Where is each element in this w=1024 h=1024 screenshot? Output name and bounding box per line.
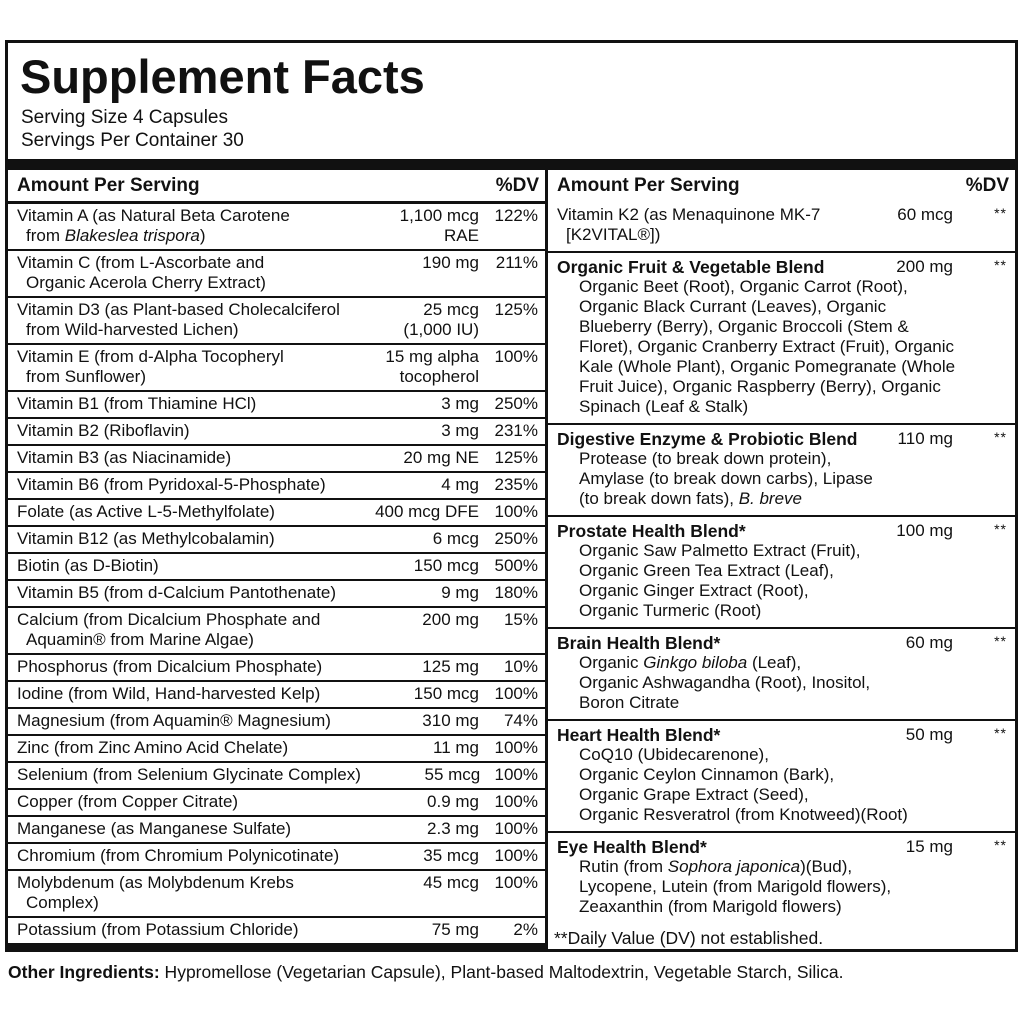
blend-row-header	[557, 633, 1009, 653]
nutrient-dv: 100%	[494, 819, 538, 839]
blend-ingredient-line: Organic Grape Extract (Seed),	[579, 785, 809, 804]
dv-not-established-marker: **	[994, 633, 1007, 649]
blend-name	[557, 521, 865, 541]
blend-rows	[548, 201, 1015, 923]
species-name: B. breve	[738, 489, 802, 508]
nutrient-name	[8, 684, 357, 704]
amount-line: 310 mg	[422, 711, 479, 731]
nutrient-name-line2: from Blakeslea trispora)	[26, 226, 206, 246]
nutrient-dv: 100%	[494, 873, 538, 893]
nutrient-name-line1: Folate (as Active L-5-Methylfolate)	[17, 502, 275, 522]
nutrient-amount	[357, 421, 479, 441]
amount-line: 125 mg	[422, 657, 479, 677]
nutrient-name-line1: Copper (from Copper Citrate)	[17, 792, 239, 812]
dv-not-established-marker: **	[994, 205, 1007, 221]
nutrient-amount	[357, 475, 479, 495]
blend-ingredient-line: Spinach (Leaf & Stalk)	[579, 397, 749, 416]
nutrient-dv: 100%	[494, 347, 538, 367]
nutrient-name-line1: Vitamin B1 (from Thiamine HCl)	[17, 394, 257, 414]
nutrient-amount	[357, 657, 479, 677]
blend-dv	[953, 257, 1009, 277]
dv-header: %DV	[495, 175, 539, 196]
nutrient-dv: 74%	[503, 711, 538, 731]
nutrient-dv: 10%	[503, 657, 538, 677]
blend-ingredients	[557, 541, 1009, 621]
amount-line: 0.9 mg	[427, 792, 479, 812]
nutrient-dv: 100%	[494, 684, 538, 704]
nutrient-amount	[357, 502, 479, 522]
nutrient-row	[8, 525, 545, 552]
blend-dv	[953, 725, 1009, 745]
nutrient-name-line1: Vitamin B5 (from d-Calcium Pantothenate)	[17, 583, 337, 603]
nutrient-name-line1: Calcium (from Dicalcium Phosphate and	[17, 610, 321, 630]
blend-name	[557, 205, 865, 245]
blend-name-line1: Organic Fruit & Vegetable Blend	[557, 257, 825, 277]
amount-line: RAE	[444, 226, 479, 246]
nutrient-name-line1: Manganese (as Manganese Sulfate)	[17, 819, 292, 839]
other-ingredients-text: Hypromellose (Vegetarian Capsule), Plant-based Maltodextrin, Vegetable Starch, Silica.	[159, 962, 844, 982]
nutrient-row	[8, 788, 545, 815]
nutrient-amount	[357, 684, 479, 704]
nutrient-dv: 180%	[494, 583, 538, 603]
blend-ingredient-line: Organic Black Currant (Leaves), Organic	[579, 297, 887, 316]
amount-line: 150 mcg	[413, 684, 479, 704]
blend-ingredient-line: Protease (to break down protein),	[579, 449, 832, 468]
blend-row	[548, 423, 1015, 515]
amount-line: (1,000 IU)	[403, 320, 479, 340]
nutrient-dv: 500%	[494, 556, 538, 576]
blend-name-line1: Digestive Enzyme & Probiotic Blend	[557, 429, 858, 449]
dv-header: %DV	[965, 175, 1009, 196]
blend-ingredient-line: Boron Citrate	[579, 693, 680, 712]
nutrient-name	[8, 253, 357, 293]
blend-ingredient-line: Organic Ginger Extract (Root),	[579, 581, 809, 600]
nutrient-amount	[357, 448, 479, 468]
nutrient-name-line1: Magnesium (from Aquamin® Magnesium)	[17, 711, 331, 731]
nutrient-name-line1: Vitamin A (as Natural Beta Carotene	[17, 206, 290, 226]
thick-divider-bar	[8, 159, 1015, 170]
nutrient-amount	[357, 610, 479, 650]
blend-ingredient-line: Organic Green Tea Extract (Leaf),	[579, 561, 834, 580]
amount-line: 35 mcg	[423, 846, 479, 866]
nutrient-amount	[357, 394, 479, 414]
nutrient-amount	[357, 920, 479, 940]
amount-line: 200 mg	[422, 610, 479, 630]
blend-dv	[953, 429, 1009, 449]
nutrient-name-line1: Zinc (from Zinc Amino Acid Chelate)	[17, 738, 289, 758]
amount-line: 3 mg	[441, 394, 479, 414]
supplement-facts-panel	[5, 40, 1018, 952]
blend-name	[557, 837, 865, 857]
nutrient-name-line1: Potassium (from Potassium Chloride)	[17, 920, 299, 940]
nutrient-amount	[357, 253, 479, 293]
nutrient-row	[8, 579, 545, 606]
blend-ingredient-line: Floret), Organic Cranberry Extract (Fruit), Organic	[579, 337, 955, 356]
nutrient-row	[8, 390, 545, 417]
nutrient-name	[8, 475, 357, 495]
amount-line: 150 mcg	[413, 556, 479, 576]
nutrient-name	[8, 448, 357, 468]
blend-name-line1: Vitamin K2 (as Menaquinone MK-7	[557, 205, 821, 224]
nutrient-row	[8, 444, 545, 471]
blend-ingredients	[557, 277, 1009, 417]
dv-not-established-marker: **	[994, 521, 1007, 537]
blend-row	[548, 627, 1015, 719]
nutrient-name	[8, 583, 357, 603]
nutrient-name-line1: Biotin (as D-Biotin)	[17, 556, 159, 576]
nutrient-row	[8, 296, 545, 343]
amount-line: 15 mg alpha	[385, 347, 479, 367]
amount-line: 400 mcg DFE	[375, 502, 479, 522]
blend-row-header	[557, 837, 1009, 857]
blend-ingredient-line: Organic Beet (Root), Organic Carrot (Root),	[579, 277, 908, 296]
nutrient-dv: 100%	[494, 765, 538, 785]
blend-name-line1: Heart Health Blend*	[557, 725, 721, 745]
nutrient-amount	[357, 711, 479, 731]
nutrient-name-line1: Vitamin B3 (as Niacinamide)	[17, 448, 232, 468]
nutrient-row	[8, 498, 545, 525]
nutrient-row	[8, 761, 545, 788]
dv-not-established-marker: **	[994, 837, 1007, 853]
nutrient-dv: 231%	[494, 421, 538, 441]
blend-ingredient-line: Lycopene, Lutein (from Marigold flowers),	[579, 877, 892, 896]
blend-ingredients	[557, 653, 1009, 713]
blend-row	[548, 251, 1015, 423]
nutrient-amount	[357, 819, 479, 839]
nutrient-dv: 125%	[494, 448, 538, 468]
nutrient-dv: 2%	[513, 920, 538, 940]
nutrient-dv: 125%	[494, 300, 538, 320]
blend-ingredient-line: Organic Turmeric (Root)	[579, 601, 762, 620]
nutrient-amount	[361, 765, 480, 785]
amount-per-serving-header: Amount Per Serving	[17, 175, 200, 196]
species-name: Ginkgo biloba	[643, 653, 748, 672]
nutrient-dv: 122%	[494, 206, 538, 226]
amount-line: 20 mg NE	[403, 448, 479, 468]
blend-amount: 200 mg	[896, 257, 953, 276]
blend-name	[557, 725, 865, 745]
amount-line: 4 mg	[441, 475, 479, 495]
blend-name	[557, 429, 865, 449]
amount-line: tocopherol	[399, 367, 479, 387]
nutrient-row	[8, 471, 545, 498]
amount-line: 190 mg	[422, 253, 479, 273]
left-column	[8, 170, 545, 949]
nutrient-name	[8, 846, 357, 866]
nutrient-amount	[357, 529, 479, 549]
blend-ingredient-line: (to break down fats), B. breve	[579, 489, 802, 508]
nutrient-name-line1: Iodine (from Wild, Hand-harvested Kelp)	[17, 684, 321, 704]
blend-row-header	[557, 257, 1009, 277]
nutrient-name	[8, 792, 357, 812]
nutrient-dv: 250%	[494, 529, 538, 549]
nutrient-name-line1: Phosphorus (from Dicalcium Phosphate)	[17, 657, 323, 677]
blend-name-line1: Eye Health Blend*	[557, 837, 707, 857]
blend-row	[548, 719, 1015, 831]
nutrient-name	[8, 556, 357, 576]
nutrient-row	[8, 680, 545, 707]
blend-row-header	[557, 725, 1009, 745]
amount-line: 3 mg	[441, 421, 479, 441]
nutrient-amount	[357, 300, 479, 340]
nutrient-row	[8, 343, 545, 390]
nutrient-name	[8, 502, 357, 522]
right-column-header	[548, 170, 1015, 201]
blend-ingredient-line: Organic Ginkgo biloba (Leaf),	[579, 653, 802, 672]
blend-name	[557, 633, 865, 653]
nutrient-name-line1: Vitamin B2 (Riboflavin)	[17, 421, 190, 441]
nutrient-row	[8, 842, 545, 869]
nutrient-name-line1: Vitamin D3 (as Plant-based Cholecalciferol	[17, 300, 340, 320]
amount-line: 1,100 mcg	[399, 206, 479, 226]
amount-per-serving-header: Amount Per Serving	[557, 175, 740, 196]
blend-ingredient-line: Organic Resveratrol (from Knotweed)(Root)	[579, 805, 908, 824]
blend-ingredient-line: Amylase (to break down carbs), Lipase	[579, 469, 873, 488]
blend-ingredients	[557, 745, 1009, 825]
nutrient-amount	[357, 347, 479, 387]
nutrient-name	[8, 765, 361, 785]
nutrition-columns	[8, 170, 1015, 949]
nutrient-name-line2: from Wild-harvested Lichen)	[26, 320, 239, 340]
blend-ingredient-line: Rutin (from Sophora japonica)(Bud),	[579, 857, 853, 876]
nutrient-row	[8, 916, 545, 943]
blend-ingredient-line: CoQ10 (Ubidecarenone),	[579, 745, 769, 764]
blend-dv	[953, 521, 1009, 541]
nutrient-dv: 100%	[494, 792, 538, 812]
blend-ingredient-line: Fruit Juice), Organic Raspberry (Berry), Organic	[579, 377, 941, 396]
blend-amount: 15 mg	[905, 837, 953, 856]
nutrient-row	[8, 734, 545, 761]
nutrient-dv: 100%	[494, 738, 538, 758]
blend-amount: 60 mg	[905, 633, 953, 652]
amount-line: 75 mg	[431, 920, 479, 940]
blend-ingredients	[557, 449, 1009, 509]
amount-line: 2.3 mg	[427, 819, 479, 839]
nutrient-name	[8, 657, 357, 677]
dv-not-established-marker: **	[994, 257, 1007, 273]
nutrient-row	[8, 606, 545, 653]
nutrient-name	[8, 206, 357, 246]
nutrient-row	[8, 249, 545, 296]
nutrient-name	[8, 421, 357, 441]
nutrient-amount	[357, 556, 479, 576]
blend-row	[548, 201, 1015, 251]
other-ingredients-label: Other Ingredients:	[8, 962, 160, 982]
blend-dv	[953, 633, 1009, 653]
blend-name	[557, 257, 865, 277]
nutrient-name	[8, 347, 357, 387]
nutrient-name-line1: Chromium (from Chromium Polynicotinate)	[17, 846, 340, 866]
blend-dv	[953, 837, 1009, 857]
nutrient-dv: 100%	[494, 502, 538, 522]
nutrient-name-line2: Organic Acerola Cherry Extract)	[26, 273, 266, 293]
blend-ingredient-line: Organic Ashwagandha (Root), Inositol,	[579, 673, 871, 692]
nutrient-name-line2: Complex)	[26, 893, 99, 913]
blend-dv	[953, 205, 1009, 245]
nutrient-name	[8, 529, 357, 549]
blend-ingredient-line: Organic Ceylon Cinnamon (Bark),	[579, 765, 835, 784]
nutrient-amount	[357, 792, 479, 812]
blend-row-header	[557, 205, 1009, 245]
nutrient-name-line2: Aquamin® from Marine Algae)	[26, 630, 254, 650]
nutrient-name	[8, 873, 357, 913]
amount-line: 11 mg	[433, 738, 479, 758]
blend-ingredient-line: Blueberry (Berry), Organic Broccoli (Stem &	[579, 317, 909, 336]
nutrient-amount	[357, 846, 479, 866]
left-column-header	[8, 170, 545, 201]
other-ingredients	[8, 962, 1016, 983]
nutrient-dv: 250%	[494, 394, 538, 414]
nutrient-name	[8, 920, 357, 940]
amount-line: 45 mcg	[423, 873, 479, 893]
blend-row-header	[557, 429, 1009, 449]
bottom-divider-bar	[8, 943, 545, 949]
nutrient-dv: 15%	[503, 610, 538, 630]
nutrient-amount	[357, 583, 479, 603]
species-name: Blakeslea trispora	[64, 226, 200, 246]
nutrient-name	[8, 610, 357, 650]
nutrient-name-line1: Vitamin B12 (as Methylcobalamin)	[17, 529, 275, 549]
nutrient-name-line1: Vitamin C (from L-Ascorbate and	[17, 253, 265, 273]
nutrient-row	[8, 417, 545, 444]
nutrient-row	[8, 653, 545, 680]
amount-line: 55 mcg	[424, 765, 481, 785]
servings-per-container: Servings Per Container 30	[21, 130, 244, 151]
blend-row-header	[557, 521, 1009, 541]
nutrient-amount	[357, 738, 479, 758]
nutrient-name-line1: Selenium (from Selenium Glycinate Complex)	[17, 765, 361, 785]
blend-ingredients	[557, 857, 1009, 917]
amount-line: 6 mcg	[432, 529, 479, 549]
nutrient-name-line1: Vitamin B6 (from Pyridoxal-5-Phosphate)	[17, 475, 326, 495]
blend-amount: 100 mg	[896, 521, 953, 540]
nutrient-name-line1: Vitamin E (from d-Alpha Tocopheryl	[17, 347, 284, 367]
nutrient-name	[8, 300, 357, 340]
blend-amount: 50 mg	[905, 725, 953, 744]
nutrient-name	[8, 711, 357, 731]
amount-line: 9 mg	[441, 583, 479, 603]
nutrient-dv: 235%	[494, 475, 538, 495]
blend-ingredient-line: Zeaxanthin (from Marigold flowers)	[579, 897, 842, 916]
nutrient-name-line1: Molybdenum (as Molybdenum Krebs	[17, 873, 294, 893]
nutrient-amount	[357, 206, 479, 246]
nutrient-amount	[357, 873, 479, 913]
blend-name-line1: Brain Health Blend*	[557, 633, 721, 653]
blend-amount: 60 mcg	[897, 205, 953, 224]
dv-not-established-marker: **	[994, 429, 1007, 445]
nutrient-dv: 211%	[495, 253, 538, 273]
nutrient-row	[8, 204, 545, 249]
blend-name-line1: Prostate Health Blend*	[557, 521, 746, 541]
nutrient-dv: 100%	[494, 846, 538, 866]
nutrient-rows	[8, 204, 545, 943]
blend-ingredient-line: Kale (Whole Plant), Organic Pomegranate (Whole	[579, 357, 956, 376]
nutrient-row	[8, 552, 545, 579]
amount-line: 25 mcg	[423, 300, 479, 320]
nutrient-name	[8, 819, 357, 839]
blend-ingredient-line: Organic Saw Palmetto Extract (Fruit),	[579, 541, 861, 560]
nutrient-row	[8, 707, 545, 734]
nutrient-name	[8, 738, 357, 758]
blend-row	[548, 515, 1015, 627]
right-column	[548, 170, 1015, 949]
blend-row	[548, 831, 1015, 923]
serving-size: Serving Size 4 Capsules	[21, 107, 228, 128]
blend-amount: 110 mg	[897, 429, 953, 448]
nutrient-name	[8, 394, 357, 414]
daily-value-footnote: **Daily Value (DV) not established.	[554, 928, 824, 948]
panel-title: Supplement Facts	[20, 50, 425, 103]
species-name: Sophora japonica	[667, 857, 801, 876]
nutrient-row	[8, 815, 545, 842]
nutrient-row	[8, 869, 545, 916]
dv-not-established-marker: **	[994, 725, 1007, 741]
blend-name-line2: [K2VITAL®])	[566, 225, 661, 244]
nutrient-name-line2: from Sunflower)	[26, 367, 146, 387]
